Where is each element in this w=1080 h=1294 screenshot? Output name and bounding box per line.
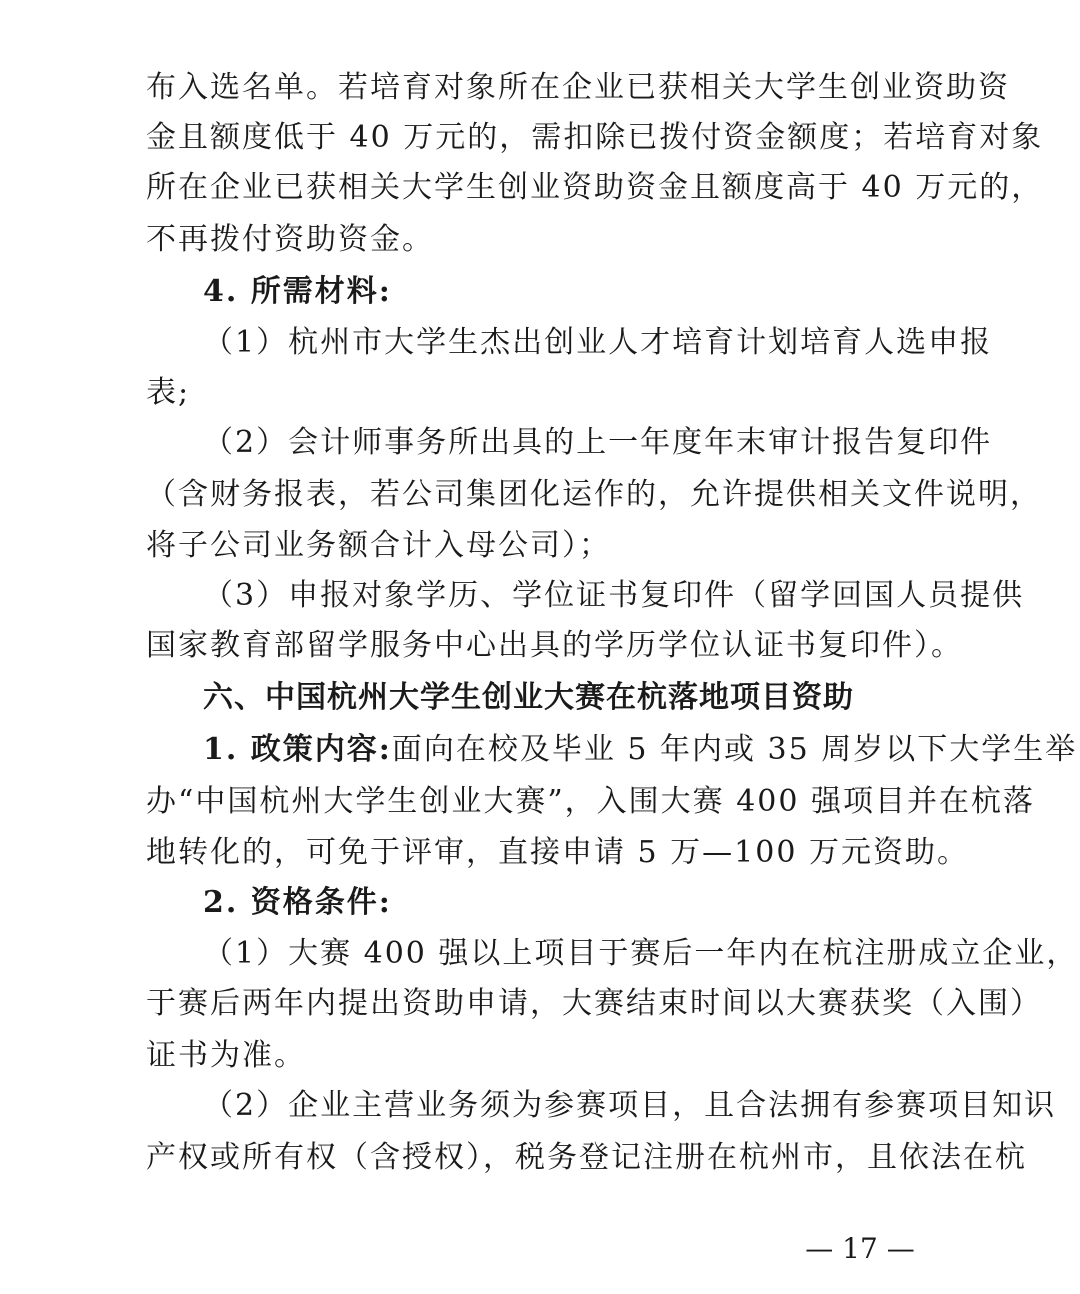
body-text-line: 产权或所有权（含授权），税务登记注册在杭州市，且依法在杭 [146, 1140, 1027, 1175]
body-text-line: 所在企业已获相关大学生创业资助资金且额度高于 40 万元的， [146, 170, 1044, 205]
body-text-line: 办“中国杭州大学生创业大赛”，入围大赛 400 强项目并在杭落 [146, 784, 1036, 819]
body-text-line: 地转化的，可免于评审，直接申请 5 万—100 万元资助。 [146, 835, 969, 870]
body-text-line: 证书为准。 [146, 1038, 306, 1073]
section-subheading: 2. 资格条件: [203, 885, 392, 920]
list-item-text: （1）杭州市大学生杰出创业人才培育计划培育人选申报 [203, 325, 993, 360]
policy-content-line [203, 732, 1078, 768]
section-heading: 六、中国杭州大学生创业大赛在杭落地项目资助 [203, 680, 854, 715]
policy-content-text: 面向在校及毕业 5 年内或 35 周岁以下大学生举 [391, 732, 1078, 767]
body-text-line: 于赛后两年内提出资助申请，大赛结束时间以大赛获奖（入围） [146, 986, 1042, 1021]
body-text-line: 国家教育部留学服务中心出具的学历学位认证书复印件）。 [146, 628, 963, 663]
policy-content-label: 1. 政策内容: [203, 732, 392, 767]
body-text-line: 表; [146, 375, 191, 410]
body-text-line: 布入选名单。若培育对象所在企业已获相关大学生创业资助资 [146, 70, 1010, 105]
page-number: — 17 — [805, 1232, 915, 1265]
body-text-line: （含财务报表，若公司集团化运作的，允许提供相关文件说明， [146, 477, 1042, 512]
list-item-text: （3）申报对象学历、学位证书复印件（留学回国人员提供 [203, 578, 1025, 613]
list-item-text: （2）企业主营业务须为参赛项目，且合法拥有参赛项目知识 [203, 1088, 1057, 1123]
list-item-text: （2）会计师事务所出具的上一年度年末审计报告复印件 [203, 425, 993, 460]
list-item-text: （1）大赛 400 强以上项目于赛后一年内在杭注册成立企业， [203, 936, 1079, 971]
body-text-line: 不再拨付资助资金。 [146, 222, 434, 257]
body-text-line: 将子公司业务额合计入母公司）； [146, 528, 611, 563]
section-subheading: 4. 所需材料: [203, 274, 392, 309]
body-text-line: 金且额度低于 40 万元的，需扣除已拨付资金额度；若培育对象 [146, 120, 1044, 155]
